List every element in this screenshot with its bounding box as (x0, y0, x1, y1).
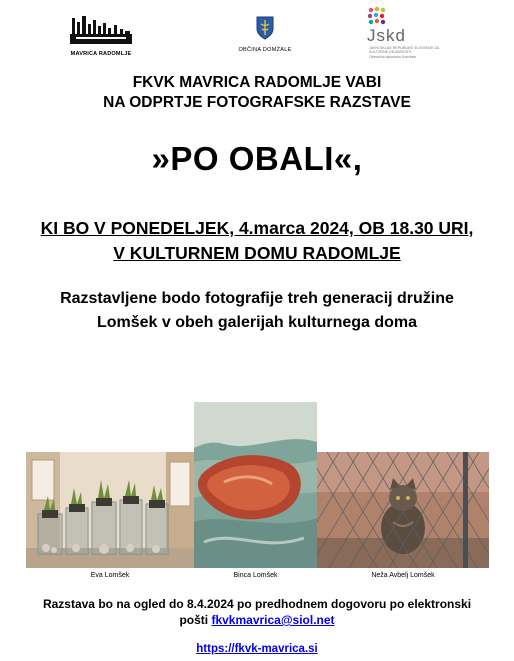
description-line-1: Razstavljene bodo fotografije treh generacij družine (60, 290, 454, 307)
photo-plant-baskets (26, 452, 194, 568)
event-venue-line: V KULTURNEM DOMU RADOMLJE (113, 243, 401, 263)
mavrica-logo-caption: MAVRICA RADOMLJE (70, 51, 132, 57)
event-date-line: KI BO V PONEDELJEK, 4.marca 2024, OB 18.30 URI, (40, 218, 474, 238)
jskd-logo-word: Jskd (367, 26, 406, 45)
exhibition-title: »PO OBALI«, (151, 140, 363, 177)
invite-line-2: NA ODPRTJE FOTOGRAFSKE RAZSTAVE (103, 94, 411, 111)
jskd-fineprint-tagline: Območna izpostava Domžale (369, 54, 416, 59)
website-link[interactable]: https://fkvk-mavrica.si (196, 643, 318, 655)
domzale-crest-icon (256, 16, 274, 40)
jskd-logo (367, 6, 447, 64)
footer-info-line: Razstava bo na ogled do 8.4.2024 po predhodnem dogovoru po elektronski (42, 597, 472, 611)
footer-email-prefix: pošti (179, 613, 212, 627)
photo-credit-2: Binca Lomšek (233, 572, 278, 579)
email-link[interactable]: fkvkmavrica@siol.net (211, 613, 335, 627)
photo-credit-3: Neža Avbelj Lomšek (371, 572, 435, 579)
jskd-fineprint-name: JAVNI SKLAD REPUBLIKE SLOVENIJE ZA KULTURNE DEJAVNOSTI (369, 46, 440, 55)
footer-email-line (0, 613, 514, 627)
jskd-dots-icon (367, 6, 389, 28)
domzale-logo-caption: OBČINA DOMŽALE (238, 47, 292, 53)
invite-line-1: FKVK MAVRICA RADOMLJE VABI (132, 74, 382, 91)
description-line-2: Lomšek v obeh galerijah kulturnega doma (96, 314, 418, 331)
mavrica-emblem-icon (68, 14, 134, 50)
photo-cat-behind-fence (317, 452, 489, 568)
mavrica-logo (68, 14, 134, 60)
domzale-logo (232, 16, 298, 60)
photo-rock-in-water (194, 402, 317, 568)
photo-credit-1: Eva Lomšek (90, 572, 130, 579)
jskd-logo-fineprint (369, 46, 447, 59)
